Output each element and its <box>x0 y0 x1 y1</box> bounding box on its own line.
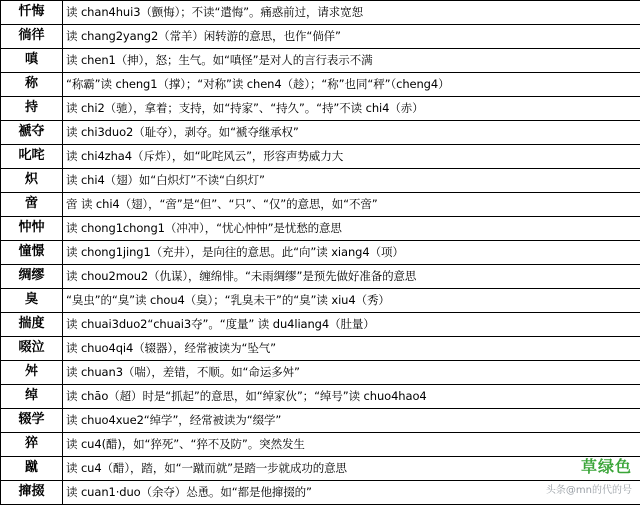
table-row <box>1 265 640 289</box>
entry-character: 嗔 <box>1 49 63 73</box>
entry-character: 憧憬 <box>1 241 63 265</box>
table-row <box>1 457 640 481</box>
table-row <box>1 481 640 505</box>
entry-character: 撺掇 <box>1 481 63 505</box>
entry-character: 绰 <box>1 385 63 409</box>
headline-author-tag: 头条@mn的代的号 <box>546 481 632 496</box>
entry-definition: 读 chuo4qi4（辍器），经常被读为“坠气” <box>63 337 640 361</box>
entry-character: 舛 <box>1 361 63 385</box>
entry-character: 绸缪 <box>1 265 63 289</box>
entry-character: 臭 <box>1 289 63 313</box>
table-row <box>1 409 640 433</box>
entry-definition: “臭虫”的“臭”读 chou4（臭）；“乳臭未干”的“臭”读 xiu4（秀） <box>63 289 640 313</box>
entry-character: 啜泣 <box>1 337 63 361</box>
table-row <box>1 361 640 385</box>
entry-character: 忏悔 <box>1 1 63 25</box>
entry-definition: “称霸”读 cheng1（撑）；“对称”读 chen4（趁）；“称”也同“秤”（cheng4） <box>63 73 640 97</box>
table-row <box>1 217 640 241</box>
entry-definition: 读 chāo（超）时是“抓起”的意思，如“绰家伙”；“绰号”读 chuo4hao4 <box>63 385 640 409</box>
entry-definition: 读 chong1jing1（充井），是向往的意思。此“向”读 xiang4（项） <box>63 241 640 265</box>
entry-character: 称 <box>1 73 63 97</box>
entry-definition: 读 chi2（驰），拿着；支持，如“持家”、“持久”。“持”不读 chi4（赤） <box>63 97 640 121</box>
entry-definition: 读 cuan1·duo（余夺）怂恿。如“都是他撺掇的” <box>63 481 640 505</box>
entry-definition: 读 chen1（抻），怒；生气。如“嗔怪”是对人的言行表示不满 <box>63 49 640 73</box>
entry-character: 褫夺 <box>1 121 63 145</box>
entry-definition: 读 cu4（醋），踏，如“一蹴而就”是踏一步就成功的意思 <box>63 457 640 481</box>
table-row <box>1 193 640 217</box>
entry-definition: 读 chan4hui3（颤悔）；不读“遣悔”。痛惑前过，请求宽恕 <box>63 1 640 25</box>
entry-definition: 读 chong1chong1（冲冲），“忧心忡忡”是忧愁的意思 <box>63 217 640 241</box>
entry-definition: 读 chou2mou2（仇谋），缠绵悱。“未雨绸缪”是预先做好准备的意思 <box>63 265 640 289</box>
table-row <box>1 25 640 49</box>
entry-character: 啻 <box>1 193 63 217</box>
table-row <box>1 1 640 25</box>
table-body <box>1 1 640 505</box>
table-row <box>1 313 640 337</box>
entry-definition: 读 chi4（翅）如“白炽灯”不读“白织灯” <box>63 169 640 193</box>
entry-definition: 读 chang2yang2（常羊）闲转游的意思，也作“倘佯” <box>63 25 640 49</box>
entry-character: 辍学 <box>1 409 63 433</box>
table-row <box>1 73 640 97</box>
entry-character: 猝 <box>1 433 63 457</box>
entry-definition: 啻 读 chi4（翅），“啻”是“但”、“只”、“仅”的意思，如“不啻” <box>63 193 640 217</box>
table-row <box>1 169 640 193</box>
entry-definition: 读 cu4(醋)，如“猝死”、“猝不及防”。突然发生 <box>63 433 640 457</box>
entry-character: 炽 <box>1 169 63 193</box>
entry-character: 持 <box>1 97 63 121</box>
table-row <box>1 49 640 73</box>
entry-definition: 读 chi3duo2（耻夺），剥夺。如“褫夺继承权” <box>63 121 640 145</box>
entry-character: 蹴 <box>1 457 63 481</box>
entry-definition: 读 chi4zha4（斥炸），如“叱咤风云”，形容声势威力大 <box>63 145 640 169</box>
entry-character: 忡忡 <box>1 217 63 241</box>
table-row <box>1 289 640 313</box>
table-row <box>1 337 640 361</box>
table-row <box>1 241 640 265</box>
table-row <box>1 97 640 121</box>
entry-character: 徜徉 <box>1 25 63 49</box>
table-row <box>1 385 640 409</box>
watermark-text: 草绿色 <box>581 454 632 477</box>
entry-definition: 读 chuan3（喘），差错，不顺。如“命运多舛” <box>63 361 640 385</box>
entry-character: 叱咤 <box>1 145 63 169</box>
table-row <box>1 145 640 169</box>
entry-character: 揣度 <box>1 313 63 337</box>
entry-definition: 读 chuo4xue2“绰学”，经常被读为“缀学” <box>63 409 640 433</box>
table-row <box>1 433 640 457</box>
table-row <box>1 121 640 145</box>
entry-definition: 读 chuai3duo2“chuai3夺”。“度量” 读 du4liang4（肚量） <box>63 313 640 337</box>
